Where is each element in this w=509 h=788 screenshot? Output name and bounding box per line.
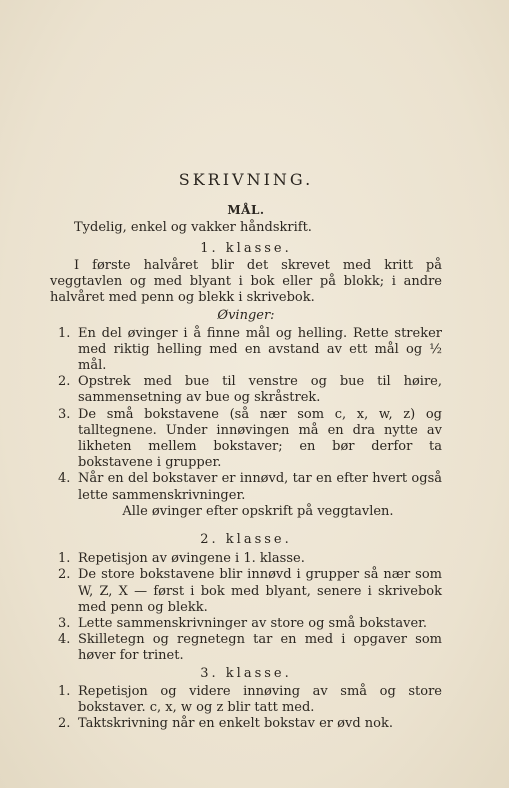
list-item-text: Repetisjon og videre innøving av små og store bokstaver. c, x, w og z blir tatt med. bbox=[78, 683, 442, 716]
list-item-number: 4. bbox=[58, 632, 71, 648]
list-item-number: 1. bbox=[58, 683, 71, 699]
list-item bbox=[50, 471, 442, 503]
list-item-number: 1. bbox=[58, 325, 71, 341]
class2-list bbox=[50, 551, 442, 664]
list-item-number: 1. bbox=[58, 551, 71, 567]
list-item-text: Opstrek med bue til venstre og bue til høire, sammensetning av bue og skråstrek. bbox=[78, 374, 442, 406]
class1-closing: Alle øvinger efter opskrift på veggtavlen. bbox=[122, 503, 394, 519]
list-item bbox=[50, 326, 442, 375]
list-item-text: En del øvinger i å finne mål og helling. Rette streker med riktig helling med en avstand av ett mål og ½ mål. bbox=[78, 325, 442, 374]
class3-list bbox=[50, 684, 442, 733]
list-item-text: Repetisjon av øvingene i 1. klasse. bbox=[78, 551, 305, 567]
list-item bbox=[50, 567, 442, 616]
list-item bbox=[50, 632, 442, 664]
exercises-heading: Øvinger: bbox=[217, 308, 275, 324]
goal-text: Tydelig, enkel og vakker håndskrift. bbox=[74, 220, 312, 236]
list-item bbox=[50, 551, 442, 567]
goal-heading: MÅL. bbox=[227, 203, 265, 218]
class1-heading: 1. klasse. bbox=[200, 240, 292, 256]
list-item bbox=[50, 684, 442, 716]
list-item bbox=[50, 407, 442, 472]
class1-list bbox=[50, 326, 442, 504]
list-item-text: Taktskrivning når en enkelt bokstav er øvd nok. bbox=[78, 716, 393, 732]
list-item-text: De store bokstavene blir innøvd i grupper så nær som W, Z, X — først i bok med blyant, senere i skrivebok med penn og blekk. bbox=[78, 567, 442, 615]
list-item bbox=[50, 374, 442, 406]
class1-intro: I første halvåret blir det skrevet med kritt på veggtavlen og med blyant i bok eller på blokk; i andre halvåret med penn og blekk i skrivebok. bbox=[50, 257, 442, 306]
page-title: SKRIVNING. bbox=[178, 170, 314, 189]
list-item-number: 2. bbox=[58, 716, 71, 732]
list-item bbox=[50, 716, 442, 732]
list-item-number: 2. bbox=[58, 567, 71, 583]
class2-heading: 2. klasse. bbox=[200, 532, 292, 548]
list-item-text: De små bokstavene (så nær som c, x, w, z) og talltegnene. Under innøvingen må en dra nytte av likheten mellem bokstaver; en bør derfor ta bokstavene i grupper. bbox=[78, 406, 442, 471]
list-item-text: Skilletegn og regnetegn tar en med i opgaver som høver for trinet. bbox=[78, 632, 442, 664]
list-item bbox=[50, 616, 442, 632]
list-item-number: 4. bbox=[58, 471, 71, 487]
list-item-number: 3. bbox=[58, 616, 71, 632]
list-item-number: 3. bbox=[58, 406, 71, 422]
list-item-number: 2. bbox=[58, 374, 71, 390]
list-item-text: Lette sammenskrivninger av store og små bokstaver. bbox=[78, 616, 428, 632]
class3-heading: 3. klasse. bbox=[200, 665, 292, 681]
text-column bbox=[50, 172, 442, 733]
list-item-text: Når en del bokstaver er innøvd, tar en efter hvert også lette sammenskrivninger. bbox=[78, 471, 442, 503]
